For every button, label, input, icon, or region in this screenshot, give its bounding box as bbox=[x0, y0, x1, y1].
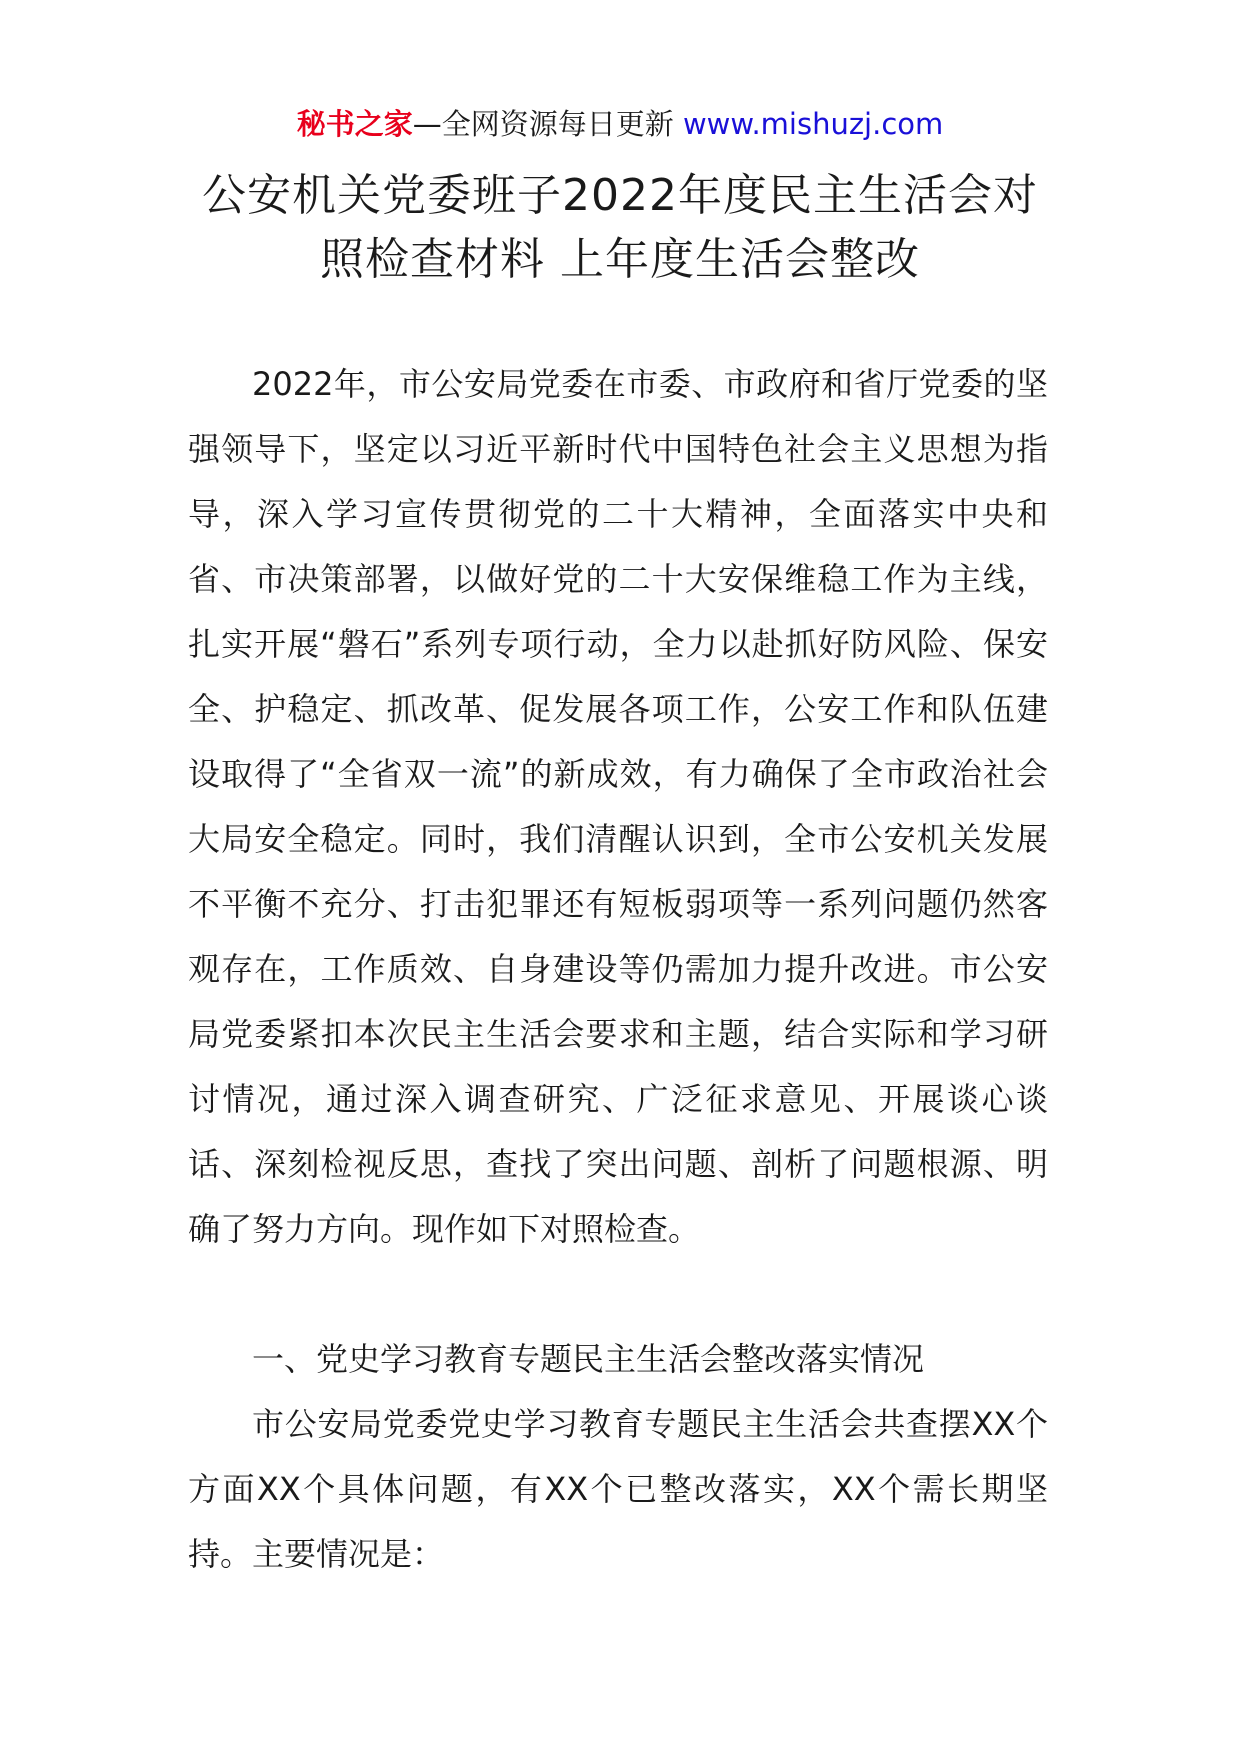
title-line-2: 照检查材料 上年度生活会整改 bbox=[320, 234, 920, 285]
intro-paragraph: 2022年，市公安局党委在市委、市政府和省厅党委的坚强领导下，坚定以习近平新时代中国特色社会主义思想为指导，深入学习宣传贯彻党的二十大精神，全面落实中央和省、市决策部署，以做好党的二十大安保维稳工作为主线，扎实开展“磐石”系列专项行动，全力以赴抓好防风险、保安全、护稳定、抓改革、促发展各项工作，公安工作和队伍建设取得了“全省双一流”的新成效，有力确保了全市政治社会大局安全稳定。同时，我们清醒认识到，全市公安机关发展不平衡不充分、打击犯罪还有短板弱项等一系列问题仍然客观存在，工作质效、自身建设等仍需加力提升改进。市公安局党委紧扣本次民主生活会要求和主题，结合实际和学习研讨情况，通过深入调查研究、广泛征求意见、开展谈心谈话、深刻检视反思，查找了突出问题、剖析了问题根源、明确了努力方向。现作如下对照检查。 bbox=[188, 365, 1048, 1248]
brand-name: 秘书之家 bbox=[296, 107, 413, 141]
site-url-link[interactable]: www.mishuzj.com bbox=[682, 107, 944, 141]
section-heading-block bbox=[188, 1327, 1048, 1392]
section-paragraph: 市公安局党委党史学习教育专题民主生活会共查摆XX个方面XX个具体问题，有XX个已整改落实，XX个需长期坚持。主要情况是： bbox=[188, 1405, 1048, 1573]
section-heading: 一、党史学习教育专题民主生活会整改落实情况 bbox=[252, 1340, 925, 1378]
title-line-1: 公安机关党委班子2022年度民主生活会对 bbox=[202, 170, 1038, 221]
banner-tagline: —全网资源每日更新 bbox=[412, 107, 674, 141]
section-paragraph-block bbox=[188, 1392, 1048, 1587]
document-title bbox=[150, 164, 1090, 292]
intro-paragraph-block bbox=[188, 352, 1048, 1262]
site-banner bbox=[0, 104, 1240, 144]
